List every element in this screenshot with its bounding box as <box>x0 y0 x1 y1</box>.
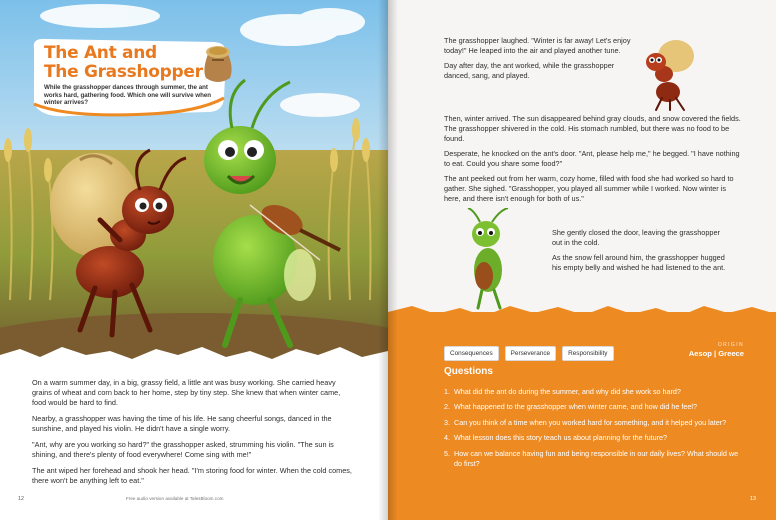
story-origin <box>689 342 744 358</box>
tag-consequences[interactable]: Consequences <box>444 346 499 361</box>
ant-with-sack-art <box>640 38 700 112</box>
question-item: 3. Can you think of a time when you worked hard for something, and it helped you later? <box>444 417 727 427</box>
paragraph: Day after day, the ant worked, while the grasshopper danced, sang, and played. <box>444 61 615 80</box>
tag-responsibility[interactable]: Responsibility <box>562 346 613 361</box>
left-story-text <box>32 378 352 492</box>
audio-note: Free audio version available at TalesBloom.com <box>126 496 224 501</box>
question-item: 1. What did the ant do during the summer, and why did she work so hard? <box>444 387 681 396</box>
paragraph: Nearby, a grasshopper was having the time of his life. He sang cheerful songs, danced in the sunshine, and played his violin. He didn't have a single worry. <box>32 414 332 433</box>
right-side-text <box>552 228 732 278</box>
title-line-1: The Ant and <box>44 43 157 63</box>
right-mid-text <box>444 114 744 209</box>
paragraph: As the snow fell around him, the grasshopper hugged his empty belly and wished he had listened to the ant. <box>552 253 726 272</box>
title-line-2: The Grasshopper <box>44 62 203 82</box>
paragraph: The grasshopper laughed. "Winter is far away! Let's enjoy today!" He leaped into the air and played another tune. <box>444 36 631 55</box>
questions-list <box>444 387 744 474</box>
paragraph: Then, winter arrived. The sun disappeared behind gray clouds, and snow covered the fields. The grasshopper shivered in the cold. His stomach rumbled, but there was no food to be found. <box>444 114 741 143</box>
paragraph: The ant peeked out from her warm, cozy home, filled with food she had worked so hard to gather. She sighed. "Grasshopper, you played all summer while I worked. Now winter is here, and there isn't enough for both of us." <box>444 174 734 203</box>
grasshopper-violin-art <box>460 208 520 312</box>
origin-label: ORIGIN <box>717 342 744 348</box>
question-item: 5. How can we balance having fun and being responsible in our daily lives? What should we do first? <box>444 448 739 469</box>
paragraph: She gently closed the door, leaving the grasshopper out in the cold. <box>552 228 720 247</box>
origin-value: Aesop | Greece <box>688 349 744 358</box>
torn-paper-edge <box>0 343 388 373</box>
page-number-left: 12 <box>18 496 25 502</box>
paragraph: "Ant, why are you working so hard?" the grasshopper asked, strumming his violin. "The sun is shining, and there's plenty of food everywhere! Come sing with me!" <box>32 440 334 459</box>
tag-perseverance[interactable]: Perseverance <box>505 346 556 361</box>
paragraph: The ant wiped her forehead and shook her head. "I'm storing food for winter. When the cold comes, there won't be anything left to eat." <box>32 466 352 485</box>
grain-sack-icon <box>200 40 236 84</box>
theme-tags <box>444 346 614 361</box>
story-title <box>44 44 203 82</box>
right-page <box>388 0 776 520</box>
right-top-text <box>444 36 632 86</box>
question-item: 2. What happened to the grasshopper when winter came, and how did he feel? <box>444 402 697 412</box>
torn-paper-edge-right <box>388 300 776 322</box>
paragraph: Desperate, he knocked on the ant's door. "Ant, please help me," he begged. "I have nothing to eat. Could you share some food?" <box>444 149 740 168</box>
question-item: 4. What lesson does this story teach us about planning for the future? <box>444 433 667 443</box>
paragraph: On a warm summer day, in a big, grassy field, a little ant was busy working. She carried heavy grains of wheat and corn back to her home, step by tiny step. She knew that when winter came, food would be hard to find. <box>32 378 341 407</box>
page-number-right: 13 <box>749 496 756 502</box>
questions-heading: Questions <box>444 366 493 377</box>
story-subtitle: While the grasshopper dances through summer, the ant works hard, gathering food. Which one will survive when winter arrives? <box>44 84 212 107</box>
